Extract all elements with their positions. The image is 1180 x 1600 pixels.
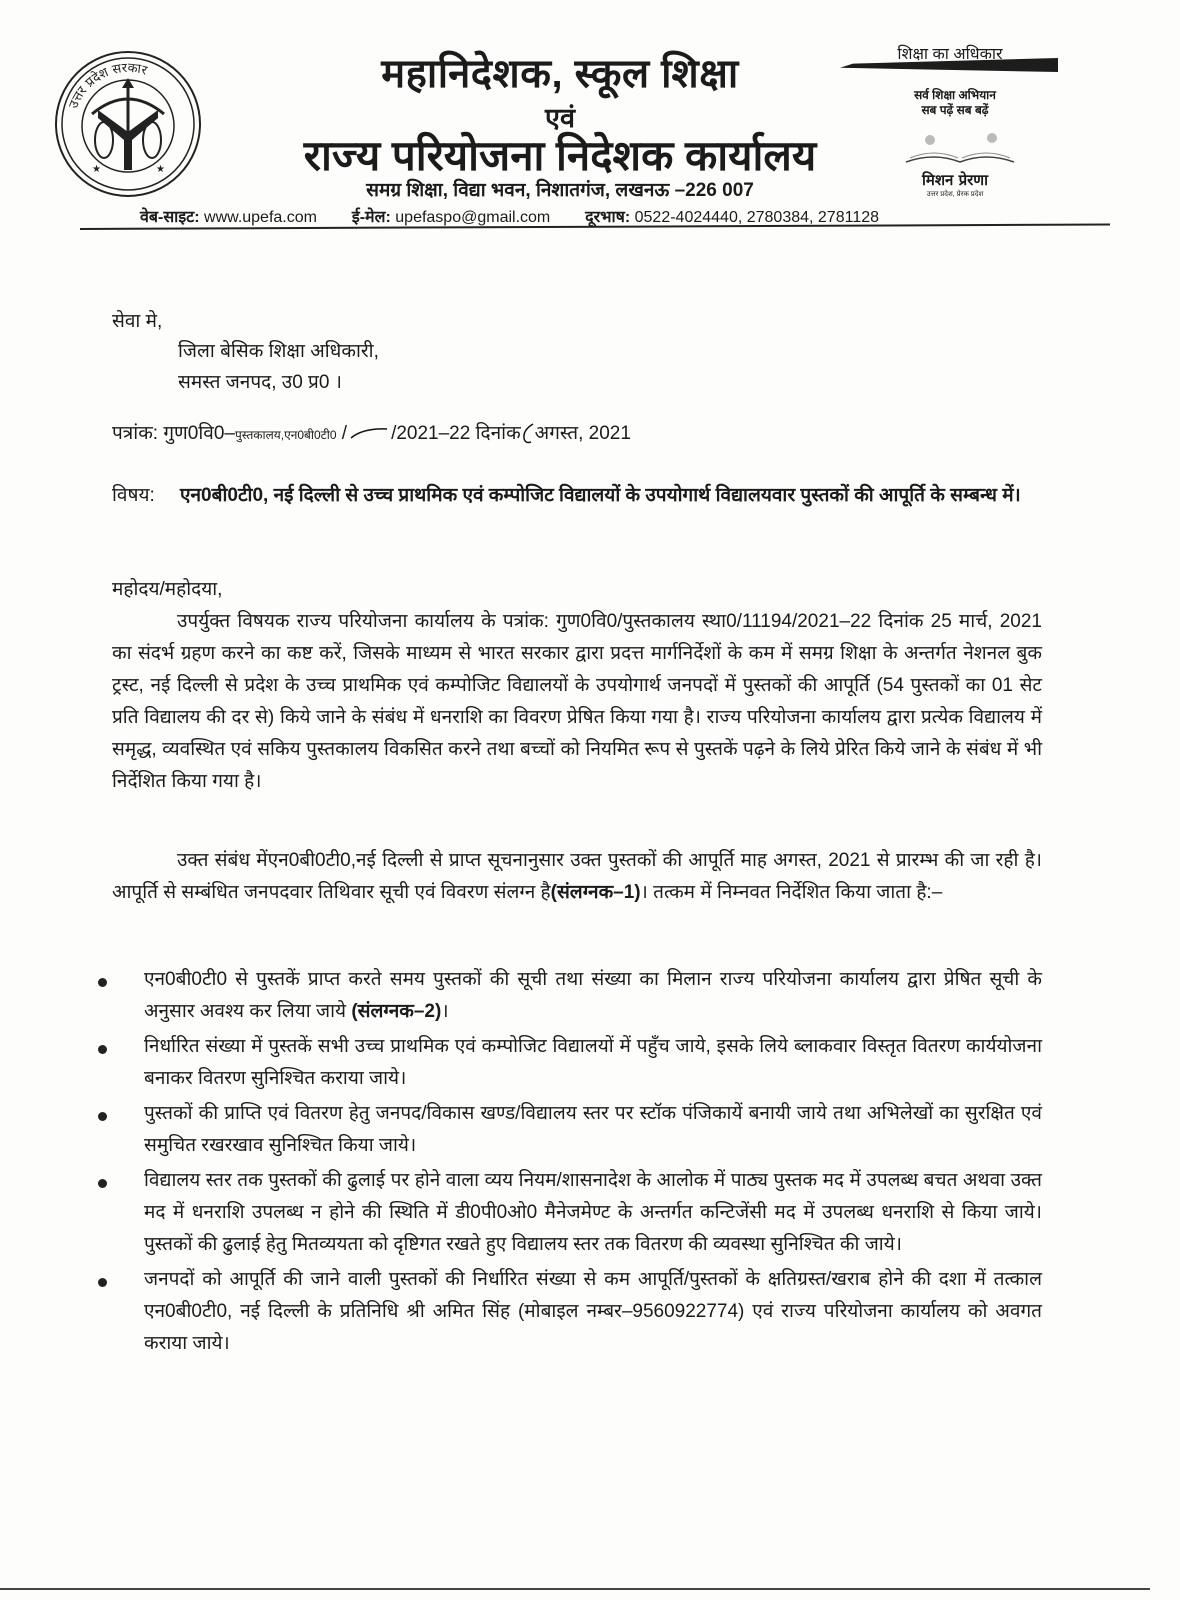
reference-line: पत्रांक: गुण0वि0–पुस्तकालय,एन0बी0टी0 / /2021–22 दिनांक अगस्त, 2021 [112,423,631,444]
subject-label: विषय: [112,485,155,506]
list-item [96,1165,1042,1261]
office-title-line1: महानिदेशक, स्कूल शिक्षा [381,52,739,96]
instruction-list [96,964,1042,1363]
phone-numbers: 0522-4024440, 2780384, 2781128 [634,209,880,226]
office-title-line2: राज्य परियोजना निदेशक कार्यालय [303,132,817,179]
bullet-icon [98,1179,107,1188]
annexure-1-ref: (संलग्नक–1) [550,882,641,903]
bullet-icon [98,978,107,987]
bullet-icon [98,1278,107,1287]
paragraph-2-text: उक्त संबंध मेंएन0बी0टी0,नई दिल्ली से प्राप्त सूचनानुसार उक्त पुस्तकों की आपूर्ति माह अगस्त, 2021 से प्रारम्भ की जा रही है। आपूर्ति से सम्बंधित जनपदवार तिथिवार सूची एवं विवरण संलग्न है [112,850,1042,903]
list-item-end: । [441,1001,449,1022]
paragraph-2 [112,845,1042,909]
salutation: महोदय/महोदया, [112,579,223,600]
to-label: सेवा मे, [112,311,163,332]
rte-banner-text: शिक्षा का अधिकार [897,46,1003,63]
handwritten-number-icon [347,426,391,442]
website-label: वेब-साइट: [140,209,200,226]
addressee [178,336,379,398]
list-item [96,1031,1042,1095]
page-bottom-edge [0,1588,1150,1590]
email-link[interactable]: upefaspo@gmail.com [395,209,551,226]
addressee-line2: समस्त जनपद, उ0 प्र0 । [178,372,342,393]
date-value: अगस्त, 2021 [534,423,631,444]
handwritten-date-icon [521,422,535,446]
mission-prerna-text: मिशन प्रेरणा [921,171,988,189]
subject-text: एन0बी0टी0, नई दिल्ली से उच्च प्राथमिक एवं कम्पोजिट विद्यालयों के उपयोगार्थ विद्यालयवार पुस्तकों की आपूर्ति के सम्बन्ध में। [180,485,1021,506]
list-item-text: जनपदों को आपूर्ति की जाने वाली पुस्तकों की निर्धारित संख्या से कम आपूर्ति/पुस्तकों के क्षतिग्रस्त/खराब होने की दशा में तत्काल एन0बी0टी0, नई दिल्ली के प्रतिनिधि श्री अमित सिंह (मोबाइल नम्बर–9560922774) एवं राज्य परियोजना कार्यालय को अवगत कराया जाये। [144,1269,1042,1354]
ref-suffix: /2021–22 [391,423,471,444]
paragraph-1: उपर्युक्त विषयक राज्य परियोजना कार्यालय के पत्रांक: गुण0वि0/पुस्तकालय स्था0/11194/2021–22 दिनांक 25 मार्च, 2021 का संदर्भ ग्रहण करने का कष्ट करें, जिसके माध्यम से भारत सरकार द्वारा प्रदत्त मार्गनिर्देशों के कम में समग्र शिक्षा के अन्तर्गत नेशनल बुक ट्रस्ट, नई दिल्ली से प्रदेश के उच्च प्राथमिक एवं कम्पोजिट विद्यालयों के उपयोगार्थ जनपदों में पुस्तकों की आपूर्ति (54 पुस्तकों का 01 सेट प्रति विद्यालय की दर से) किये जाने के संबंध में धनराशि का विवरण प्रेषित किया गया है। राज्य परियोजना कार्यालय द्वारा प्रत्येक विद्यालय में समृद्ध, व्यवस्थित एवं सकिय पुस्तकालय विकसित करने तथा बच्चों को नियमित रूप से पुस्तकें पढ़ने के लिये प्रेरित किये जाने के संबंध में भी निर्देशित किया गया है। [112,611,1042,792]
annexure-2-ref: (संलग्नक–2) [351,1001,442,1022]
bullet-icon [98,1045,107,1054]
ssa-text [880,88,1030,118]
svg-text:★: ★ [156,164,165,175]
list-item [96,1098,1042,1162]
email-label: ई-मेल: [351,209,391,226]
list-item [96,1264,1042,1360]
mission-prerna-subtext: उत्तर प्रदेश, प्रेरक प्रदेश [926,191,984,198]
list-item-text: पुस्तकों की प्राप्ति एवं वितरण हेतु जनपद/विकास खण्ड/विद्यालय स्तर पर स्टॉक पंजिकायें बनायी जाये तथा अभिलेखों का सुरक्षित एवं समुचित रखरखाव सुनिश्चित किया जाये। [144,1103,1042,1156]
open-book-icon [900,128,1020,168]
up-government-seal-icon [52,48,204,200]
date-label: दिनांक [475,423,521,444]
phone-label: दूरभाष: [585,209,631,226]
list-item-text: विद्यालय स्तर तक पुस्तकों की ढुलाई पर होने वाला व्यय नियम/शासनादेश के आलोक में पाठ्य पुस्तक मद में उपलब्ध बचत अथवा उक्त मद में धनराशि उपलब्ध न होने की स्थिति में डी0पी0ओ0 मैनेजमेण्ट के अन्तर्गत कन्टिजेंसी मद में उपलब्ध धनराशि से किया जाये। पुस्तकों की ढुलाई हेतु मितव्ययता को दृष्टिगत रखते हुए विद्यालय स्तर तक वितरण की व्यवस्था सुनिश्चित की जाये। [144,1170,1042,1255]
list-item-text: एन0बी0टी0 से पुस्तकें प्राप्त करते समय पुस्तकों की सूची तथा संख्या का मिलान राज्य परियोजना कार्यालय द्वारा प्रेषित सूची के अनुसार अवश्य कर लिया जाये [144,969,1042,1022]
ref-small: पुस्तकालय,एन0बी0टी0 [234,428,337,442]
website-link[interactable]: www.upefa.com [204,209,317,226]
ref-prefix: गुण0वि0– [163,423,235,444]
svg-text:★: ★ [92,164,101,175]
ssa-line2: सब पढ़ें सब बढ़ें [921,103,989,117]
paragraph-2-end: । तत्कम में निम्नवत निर्देशित किया जाता है:– [640,882,943,903]
bullet-icon [98,1112,107,1121]
addressee-line1: जिला बेसिक शिक्षा अधिकारी, [178,341,379,362]
ref-label: पत्रांक: [112,423,159,444]
list-item-text: निर्धारित संख्या में पुस्तकें सभी उच्च प्राथमिक एवं कम्पोजिट विद्यालयों में पहुँच जाये, इसके लिये ब्लाकवार विस्तृत वितरण कार्ययोजना बनाकर वितरण सुनिश्चित कराया जाये। [144,1036,1042,1089]
ssa-line1: सर्व शिक्षा अभियान [914,88,996,102]
svg-text:उत्तर प्रदेश सरकार: उत्तर प्रदेश सरकार [66,60,149,111]
office-address: समग्र शिक्षा, विद्या भवन, निशातगंज, लखनऊ –226 007 [366,180,754,201]
list-item [96,964,1042,1028]
campaign-logo [840,36,1070,216]
office-title-and: एवं [545,103,575,133]
